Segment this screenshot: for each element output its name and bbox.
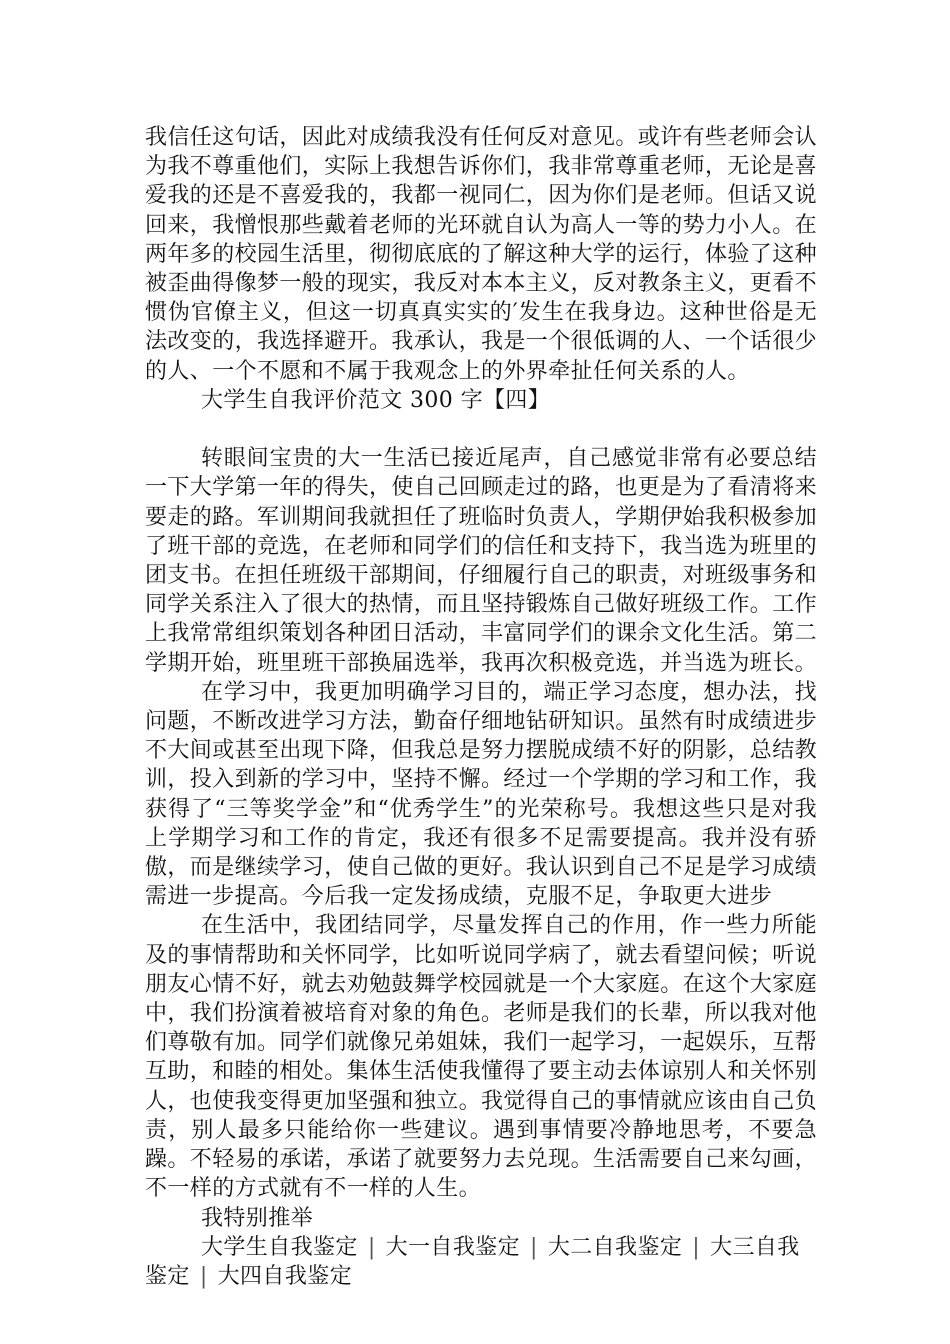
link-freshman-self-appraisal[interactable]: 大一自我鉴定 <box>385 1234 521 1260</box>
link-sophomore-self-appraisal[interactable]: 大二自我鉴定 <box>547 1234 683 1260</box>
paragraph-1: 我信任这句话，因此对成绩我没有任何反对意见。或许有些老师会认为我不尊重他们，实际上我想告诉你们，我非常尊重老师，无论是喜爱我的还是不喜爱我的，我都一视同仁，因为你们是老师。但话又说回来，我憎恨那些戴着老师的光环就自认为高人一等的势力小人。在两年多的校园生活里，彻彻底底的了解这种大学的运行，体验了这种被歪曲得像梦一般的现实，我反对本本主义，反对教条主义，更看不惯伪官僚主义，但这一切真真实实的′发生在我身边。这种世俗是无法改变的，我选择避开。我承认，我是一个很低调的人、一个话很少的人、一个不愿和不属于我观念上的外界牵扯任何关系的人。 <box>145 125 818 384</box>
paragraph-2: 转眼间宝贵的大一生活已接近尾声，自己感觉非常有必要总结一下大学第一年的得失，使自己回顾走过的路，也更是为了看清将来要走的路。军训期间我就担任了班临时负责人，学期伊始我积极参加了班干部的竞选，在老师和同学们的信任和支持下，我当选为班里的团支书。在担任班级干部期间，仔细履行自己的职责，对班级事务和同学关系注入了很大的热情，而且坚持锻炼自己做好班级工作。工作上我常常组织策划各种团日活动，丰富同学们的课余文化生活。第二学期开始，班里班干部换届选举，我再次积极竞选，并当选为班长。 <box>145 446 818 676</box>
link-separator: | <box>692 1234 701 1260</box>
link-senior-self-appraisal[interactable]: 大四自我鉴定 <box>217 1263 353 1289</box>
link-separator: | <box>199 1263 208 1289</box>
link-separator: | <box>367 1234 376 1260</box>
link-college-self-appraisal[interactable]: 大学生自我鉴定 <box>201 1234 358 1260</box>
recommend-links <box>145 1233 817 1291</box>
recommend-label: 我特别推举 <box>201 1205 314 1231</box>
blank-line <box>145 415 817 444</box>
section-heading: 大学生自我评价范文 300 字【四】 <box>201 387 551 413</box>
link-junior-self-appraisal[interactable]: 大三自我鉴定 <box>145 1234 800 1289</box>
link-separator: | <box>530 1234 538 1260</box>
paragraph-4: 在生活中，我团结同学，尽量发挥自己的作用，作一些力所能及的事情帮助和关怀同学，比如听说同学病了，就去看望问候；听说朋友心情不好，就去劝勉鼓舞学校园就是一个大家庭。在这个大家庭中，我们扮演着被培育对象的角色。老师是我们的长辈，所以我对他们尊敬有加。同学们就像兄弟姐妹，我们一起学习，一起娱乐，互帮互助，和睦的相处。集体生活使我懂得了要主动去体谅别人和关怀别人，也使我变得更加坚强和独立。我觉得自己的事情就应该由自己负责，别人最多只能给你一些建议。遇到事情要冷静地思考，不要急躁。不轻易的承诺，承诺了就要努力去兑现。生活需要自己来勾画，不一样的方式就有不一样的人生。 <box>145 913 818 1202</box>
paragraph-3: 在学习中，我更加明确学习目的，端正学习态度，想办法，找问题，不断改进学习方法，勤奋仔细地钻研知识。虽然有时成绩进步不大间或甚至出现下降，但我总是努力摆脱成绩不好的阴影，总结教训，投入到新的学习中，坚持不懈。经过一个学期的学习和工作，我获得了“三等奖学金”和“优秀学生”的光荣称号。我想这些只是对我上学期学习和工作的肯定，我还有很多不足需要提高。我并没有骄傲，而是继续学习，使自己做的更好。我认识到自己不足是学习成绩需进一步提高。今后我一定发扬成绩，克服不足，争取更大进步 <box>145 679 818 910</box>
document-body <box>145 123 817 1291</box>
